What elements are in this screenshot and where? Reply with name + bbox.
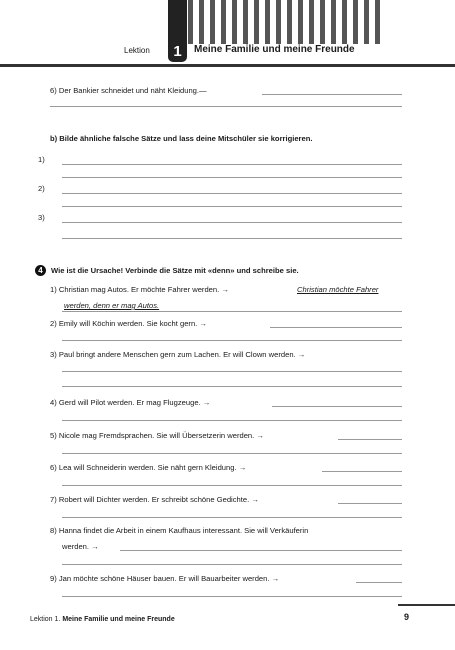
answer-line[interactable] xyxy=(62,386,402,387)
answer-line[interactable] xyxy=(62,193,402,194)
lesson-number-tab xyxy=(168,0,187,62)
answer-line[interactable] xyxy=(62,564,402,565)
answer-line[interactable] xyxy=(62,206,402,207)
answer-line[interactable] xyxy=(338,503,402,504)
task-4-item-2: 2) Emily will Köchin werden. Sie kocht gern. → xyxy=(50,319,207,328)
answer-line[interactable] xyxy=(62,222,402,223)
answer-line[interactable] xyxy=(270,327,402,328)
task-b-item-1: 1) xyxy=(38,155,45,164)
task-4-item-7: 7) Robert will Dichter werden. Er schreibt schöne Gedichte. → xyxy=(50,495,259,504)
task-4-item-8-cont: werden. → xyxy=(62,542,99,551)
answer-line[interactable] xyxy=(62,340,402,341)
exercise-item-6: 6) Der Bankier schneidet und näht Kleidung.— xyxy=(50,86,207,95)
header-decoration xyxy=(188,0,386,44)
page-number: 9 xyxy=(404,612,410,622)
task-4-item-9: 9) Jan möchte schöne Häuser bauen. Er will Bauarbeiter werden. → xyxy=(50,574,280,583)
task-4-item-4: 4) Gerd will Pilot werden. Er mag Flugzeuge. → xyxy=(50,398,211,407)
example-answer-line1: Christian möchte Fahrer xyxy=(297,285,379,294)
answer-line[interactable] xyxy=(62,238,402,239)
task-b-item-2: 2) xyxy=(38,184,45,193)
task-4-item-5: 5) Nicole mag Fremdsprachen. Sie will Übersetzerin werden. → xyxy=(50,431,264,440)
answer-line[interactable] xyxy=(120,550,402,551)
header-divider xyxy=(0,64,455,67)
task-4-heading: Wie ist die Ursache! Verbinde die Sätze mit «denn» und schreibe sie. xyxy=(51,266,299,275)
task-4-item-6: 6) Lea will Schneiderin werden. Sie näht gern Kleidung. → xyxy=(50,463,247,472)
example-answer-line2: werden, denn er mag Autos. xyxy=(64,301,160,310)
answer-line[interactable] xyxy=(50,106,402,107)
lesson-number: 1 xyxy=(173,43,182,60)
answer-line[interactable] xyxy=(62,371,402,372)
answer-line[interactable] xyxy=(62,164,402,165)
answer-line[interactable] xyxy=(272,406,402,407)
task-4-item-8: 8) Hanna findet die Arbeit in einem Kaufhaus interessant. Sie will Verkäuferin xyxy=(50,526,309,535)
answer-line[interactable] xyxy=(338,439,402,440)
answer-line[interactable] xyxy=(322,471,402,472)
answer-line[interactable] xyxy=(62,311,402,312)
task-b-heading: b) Bilde ähnliche falsche Sätze und lass deine Mitschüler sie korrigieren. xyxy=(50,134,313,143)
header-lektion-label: Lektion xyxy=(124,46,150,55)
answer-line[interactable] xyxy=(62,177,402,178)
answer-line[interactable] xyxy=(356,582,402,583)
task-4-item-1: 1) Christian mag Autos. Er möchte Fahrer werden. → xyxy=(50,285,229,294)
footer-title: Meine Familie und meine Freunde xyxy=(62,616,175,623)
footer-divider xyxy=(398,604,455,606)
task-b-item-3: 3) xyxy=(38,213,45,222)
footer-lektion: Lektion 1. xyxy=(30,616,61,623)
task-4-item-3: 3) Paul bringt andere Menschen gern zum Lachen. Er will Clown werden. → xyxy=(50,350,306,359)
task-number-badge: 4 xyxy=(35,265,46,276)
page-title: Meine Familie und meine Freunde xyxy=(194,44,355,55)
answer-line[interactable] xyxy=(62,485,402,486)
answer-line[interactable] xyxy=(262,94,402,95)
answer-line[interactable] xyxy=(62,420,402,421)
footer-label xyxy=(30,616,175,623)
answer-line[interactable] xyxy=(62,453,402,454)
answer-line[interactable] xyxy=(62,596,402,597)
answer-line[interactable] xyxy=(62,517,402,518)
